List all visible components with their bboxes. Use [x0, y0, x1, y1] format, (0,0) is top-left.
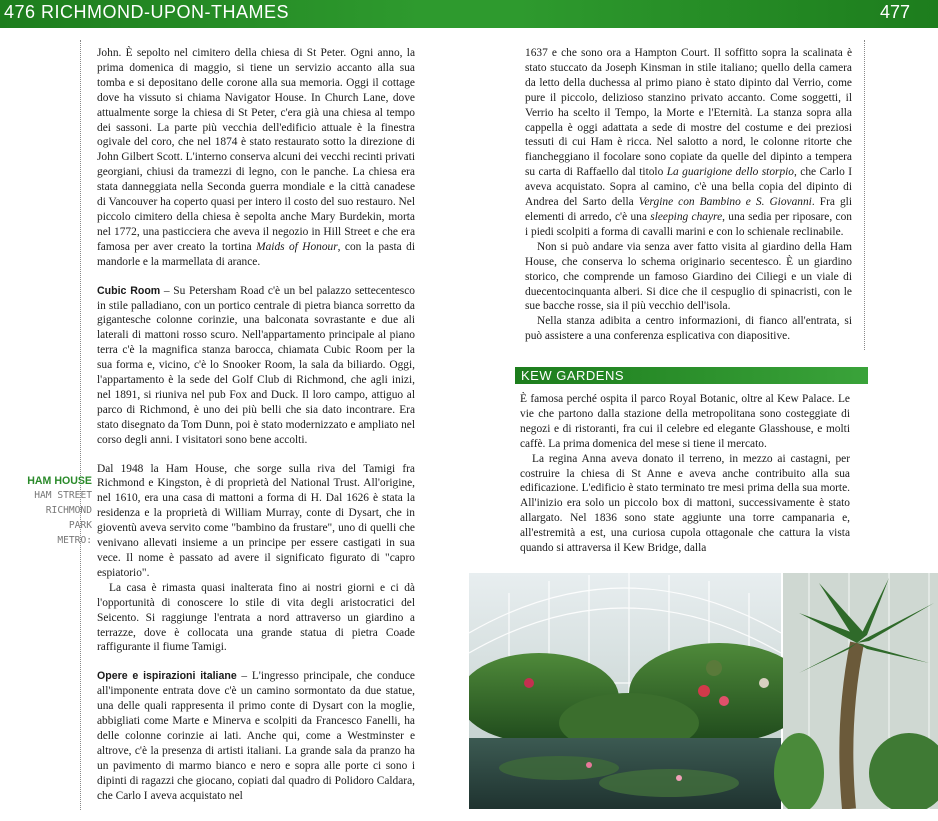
text: – Su Petersham Road c'è un bel palazzo settecentesco in stile palladiano, con un portico centrale di pietra bianca sorretto da gigantesche colonne corinzie, una balconata sovrastante e due ali laterali di mattoni rosso scuro. Nell'appartamento principale al piano terra c'è la magnifica stanza barocca, chiamata Cubic Room per la sua forma e, vicino, c'è lo Snooker Room, la sala da biliardo. Oggi, l'appartamento è la sede del Golf Club di Richmond, che agli inizi, nel 1891, si riuniva nel pub Fox and Duck. Il loro campo, attiguo al parco di Richmond, è uno dei più belli che sia dato incontrare. Era stato disegnato da Tom Dunn, poi è stato modernizzato e ampliato nel corso degli anni. I visitatori sono bene accolti. [97, 284, 415, 446]
paragraph-cubic-room [97, 284, 415, 448]
sidebar-line: PARK [68, 519, 92, 531]
paragraph-lead: Cubic Room [97, 284, 161, 297]
paragraph [97, 46, 415, 270]
text-column-right-top [525, 46, 852, 344]
paragraph: La casa è rimasta quasi inalterata fino ai nostri giorni e ci dà l'opportunità di conoscere lo stile di vita degli aristocratici del Seicento. Si raggiunge l'entrata a nord attraverso un giardino a terrazze, dove è collocata una grande statua di pietra Coade raffigurante il fiume Tamigi. [97, 581, 415, 654]
sidebar-line: HAM STREET [34, 489, 92, 501]
italic-title: La guarigione dello storpio [666, 166, 795, 179]
paragraph-opere [97, 669, 415, 803]
margin-rule-right [864, 40, 865, 350]
text: , che Carlo I aveva acquistato. Sopra al camino, c'è una bella copia del dipinto di Andrea del Sarto della [525, 166, 852, 209]
text: 1637 e che sono ora a Hampton Court. Il soffitto sopra la scalinata è stato stuccato da Joseph Kinsman in stile italiano; quello della camera da letto della duchessa al primo piano è stato dipinto dal Verrio, come pure il piccolo, delizioso stanzino privato accanto. Come soggetti, il Verrio ha scelto il Tempo, la Morte e l'Eternità. La stanza sopra alla cappella è oggi adattata a sede di mostre del costume e dei preziosi tessuti di cui Ham è ricca. Nel salotto a nord, le colonne ritorte che fiancheggiano il focolare sono copiate da quelle del dipinto a tempera su carta di Raffaello dal titolo [525, 47, 852, 179]
italic-title: Maids of Honour [256, 240, 338, 253]
paragraph-ham-house: Dal 1948 la Ham House, che sorge sulla riva del Tamigi fra Richmond e Kingston, è di proprietà del National Trust. All'origine, nel 1610, era una casa di mattoni a forma di H. Dal 1626 è stata la residenza e la proprietà di William Murray, conte di Dysart, che in gioventù aveva servito come "bambino da frustare", uno di quelli che venivano allevati insieme a un principe per essere castigati in sua vece. Il nome è passato ad avere il significato figurato di "capro espiatorio". [97, 462, 415, 579]
text-column-right-bottom [520, 392, 850, 556]
text: , con la pasta di mandorle e la marmellata di arance. [97, 240, 415, 268]
section-heading-kew-gardens: KEW GARDENS [515, 367, 868, 384]
text: John. È sepolto nel cimitero della chiesa di St Peter. Ogni anno, la prima domenica di maggio, si tiene un servizio accanto alla sua tomba e si depositano delle corone alla sua memoria. Oggi il cottage dove ha vissuto si chiama Navigator House. In Church Lane, dove attualmente sorge la chiesa di St Peter, c'era già una chiesa al tempo dei sassoni. La parte più vecchia dell'edificio attuale è la finestra ogivale del coro, che nel 1874 è stato restaurato sotto la direzione di John Gilbert Scott. L'interno conserva alcuni dei vecchi recinti privati georgiani, chiusi da tramezzi di legno, con le panche. La chiesa era stata danneggiata nella Seconda guerra mondiale e la città canadese di Vancouver ha coperto quasi per intero il costo del suo restauro. Nel piccolo cimitero della chiesa è sepolta anche Mary Burdekin, morta nel 1772, una pasticciera che aveva il negozio in Hill Street e che era famosa per aver creato la tortina [97, 47, 415, 253]
paragraph: La regina Anna aveva donato il terreno, in mezzo ai castagni, per costruire la chiesa di St Anne e aveva anche contribuito alla sua edificazione. L'edificio è stato terminato tre mesi prima della sua morte. All'inizio era solo un piccolo box di mattoni, successivamente è stato allargato. Nel 1836 sono state aggiunte una torre campanaria e, all'estremità a est, una curiosa cupola ottagonale che cattura la vista quando si attraversa il Kew Bridge, dalla [520, 452, 850, 555]
page-header [0, 0, 938, 28]
paragraph: È famosa perché ospita il parco Royal Botanic, oltre al Kew Palace. Le vie che partono dalla stazione della metropolitana sono costeggiate di negozi e di ristoranti, fra cui il celebre ed elegante Glasshouse, e molti caffè. La prima domenica del mese si tiene il mercato. [520, 393, 850, 450]
sidebar-line: METRO: [57, 534, 92, 546]
paragraph: Nella stanza adibita a centro informazioni, di fianco all'entrata, si può assistere a una conferenza esplicativa con diapositive. [525, 315, 852, 343]
sidebar-info-ham-house [0, 474, 92, 549]
page-number-right: 477 [879, 2, 910, 22]
margin-rule-left [80, 40, 81, 810]
sidebar-line: RICHMOND [45, 504, 92, 516]
text: – L'ingresso principale, che conduce all'imponente entrata dove c'è un camino sormontato da due statue, una delle quali rappresenta il primo conte di Dysart con la moglie, abbigliati come Marte e Minerva e scolpiti da Francesco Fanelli, ha delle colonne corinzie ai lati. Anche qui, come a Westminster e altrove, c'è la presenza di artisti italiani. La grande sala da pranzo ha un pavimento di marmo bianco e nero e sopra alle porte ci sono i dipinti di ragazzi che giocano, copiati dal quadro di Polidoro Caldara, che Carlo I aveva acquistato nel [97, 670, 415, 802]
italic-title: Vergine con Bambino e S. Giovanni [638, 196, 812, 209]
text: , una sedia per riposare, con i piedi scolpiti a forma di cavalli marini e con lo schienale reclinabile. [525, 210, 852, 238]
paragraph [525, 46, 852, 240]
sidebar-title: HAM HOUSE [27, 475, 92, 487]
text-column-left [97, 46, 415, 804]
text: . Fra gli elementi di arredo, c'è una [525, 196, 852, 223]
greenhouse-illustration [469, 573, 938, 809]
running-head-left: 476 RICHMOND-UPON-THAMES [4, 2, 290, 22]
greenhouse-photo [469, 573, 938, 809]
paragraph: Non si può andare via senza aver fatto visita al giardino della Ham House, che conserva lo schema originario secentesco. È un giardino storico, che comprende un famoso Giardino dei Ciliegi e un viale di duecentocinquanta alberi. Si dice che il cespuglio di spinacristi, con le sue bacche rosse, sia il più vecchio dell'isola. [525, 240, 852, 313]
paragraph-lead: Opere e ispirazioni italiane [97, 670, 237, 683]
italic-title: sleeping chayre [650, 210, 723, 223]
